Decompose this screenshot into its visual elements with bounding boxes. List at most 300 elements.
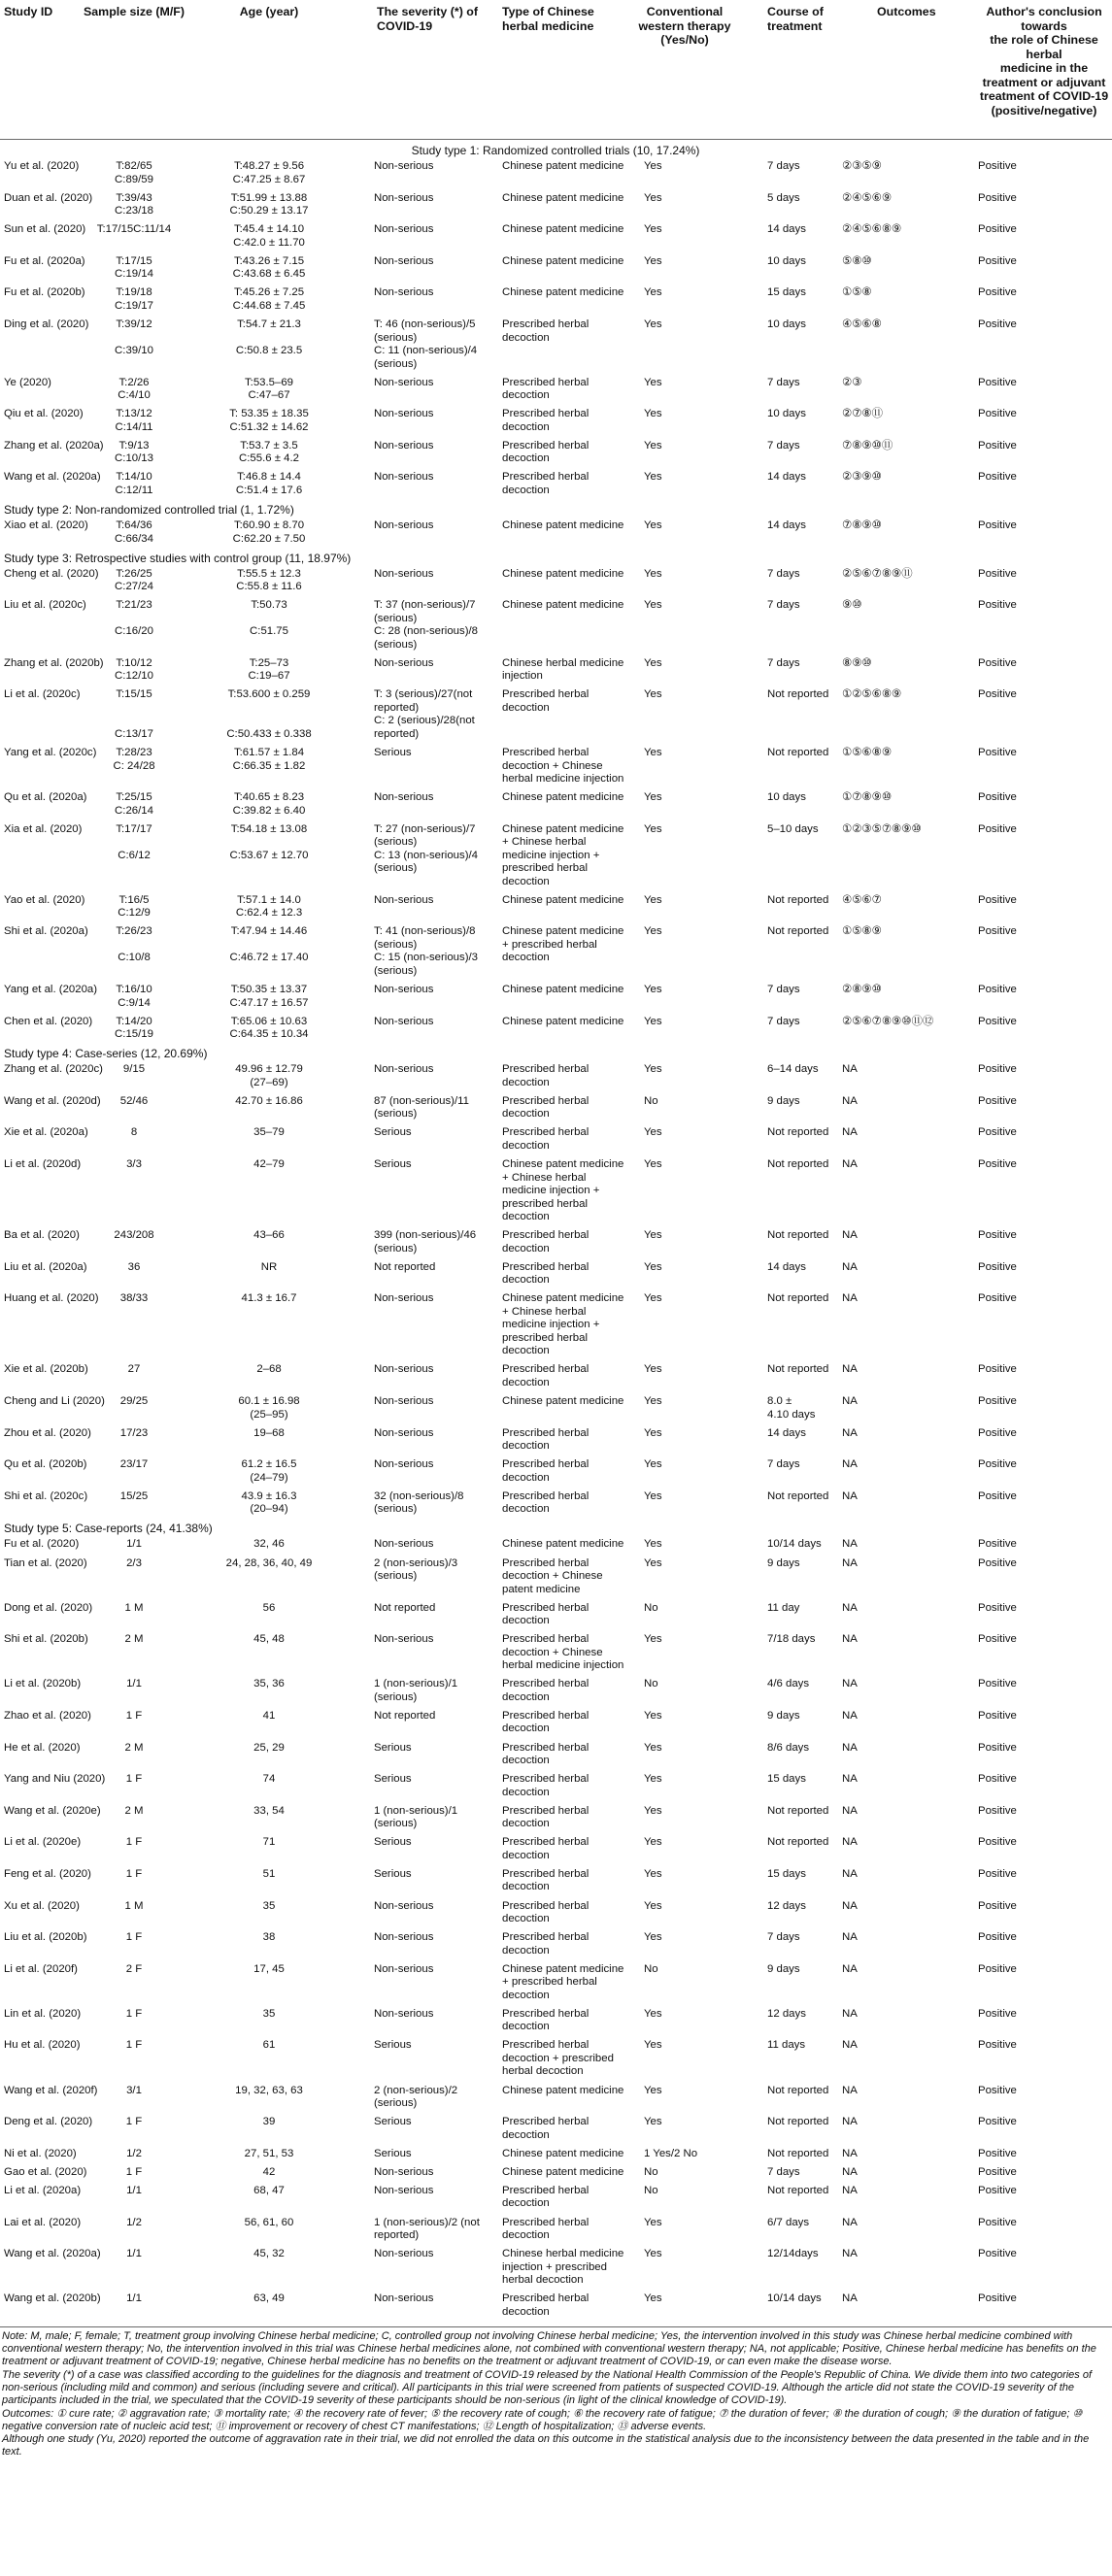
cell-type: decoction bbox=[502, 1989, 550, 2001]
cell-sample: 2/3 bbox=[126, 1556, 142, 1569]
cell-age: T:65.06 ± 10.63 bbox=[230, 1015, 308, 1027]
cell-course: 10 days bbox=[767, 318, 806, 330]
cell-conv: Yes bbox=[644, 318, 662, 330]
cell-severity: Non-serious bbox=[374, 656, 434, 669]
cell-course: 7 days bbox=[767, 984, 800, 995]
cell-severity: Non-serious bbox=[374, 1063, 434, 1076]
cell-study: Fu et al. (2020b) bbox=[4, 286, 85, 299]
cell-outcomes: NA bbox=[842, 1063, 858, 1076]
cell-sample: C:12/10 bbox=[115, 670, 153, 683]
cell-severity: C: 28 (non-serious)/8 bbox=[374, 625, 478, 638]
cell-type: Prescribed herbal bbox=[502, 1260, 590, 1273]
cell-severity: (serious) bbox=[374, 1570, 418, 1582]
column-header-conclusion: the role of Chinese bbox=[990, 33, 1098, 47]
cell-type: decoction bbox=[502, 1818, 550, 1830]
cell-age: T:53.600 ± 0.259 bbox=[227, 688, 311, 701]
cell-sample: 1/2 bbox=[126, 2216, 142, 2228]
cell-course: 7 days bbox=[767, 1931, 800, 1944]
column-header-conv: (Yes/No) bbox=[660, 33, 709, 47]
cell-age: 74 bbox=[262, 1773, 276, 1786]
cell-study: Shi et al. (2020a) bbox=[4, 925, 88, 938]
cell-age: C:39.82 ± 6.40 bbox=[232, 804, 306, 817]
cell-age: 56, 61, 60 bbox=[244, 2216, 294, 2228]
cell-severity: Non-serious bbox=[374, 2165, 434, 2178]
cell-type: decoction bbox=[502, 1440, 550, 1453]
cell-sample: C:4/10 bbox=[118, 389, 151, 402]
cell-type: Prescribed herbal bbox=[502, 1633, 590, 1646]
cell-conclusion: Positive bbox=[978, 2248, 1017, 2260]
cell-outcomes: NA bbox=[842, 1292, 858, 1305]
cell-severity: Non-serious bbox=[374, 376, 434, 388]
cell-course: 6/7 days bbox=[767, 2216, 810, 2228]
cell-conclusion: Positive bbox=[978, 1538, 1017, 1551]
cell-sample: C:9/14 bbox=[118, 996, 151, 1009]
cell-severity: (serious) bbox=[374, 836, 418, 849]
cell-type: decoction bbox=[502, 1786, 550, 1798]
cell-type: Prescribed herbal bbox=[502, 2116, 590, 2128]
cell-conv: Yes bbox=[644, 2248, 662, 2260]
cell-type: + prescribed herbal bbox=[502, 938, 597, 951]
cell-conclusion: Positive bbox=[978, 2007, 1017, 2020]
cell-age: 2–68 bbox=[256, 1363, 282, 1376]
cell-conv: Yes bbox=[644, 1538, 662, 1551]
cell-type: Chinese patent medicine bbox=[502, 254, 624, 267]
cell-conclusion: Positive bbox=[978, 1363, 1017, 1376]
cell-type: herbal medicine injection bbox=[502, 773, 624, 785]
cell-age: 61 bbox=[262, 2039, 276, 2052]
cell-age: (27–69) bbox=[250, 1076, 288, 1088]
cell-outcomes: NA bbox=[842, 2007, 858, 2020]
cell-sample: C:23/18 bbox=[115, 205, 153, 217]
cell-conclusion: Positive bbox=[978, 471, 1017, 484]
column-header-conv: western therapy bbox=[638, 18, 731, 33]
cell-severity: Non-serious bbox=[374, 191, 434, 204]
cell-type: medicine injection + bbox=[502, 1185, 600, 1196]
cell-age: 45, 32 bbox=[253, 2248, 285, 2260]
cell-outcomes: NA bbox=[842, 1126, 858, 1139]
cell-type: decoction + prescribed bbox=[502, 2052, 614, 2064]
cell-outcomes: NA bbox=[842, 2116, 858, 2128]
cell-conv: Yes bbox=[644, 1867, 662, 1880]
cell-age: 42 bbox=[262, 2165, 276, 2178]
cell-outcomes: ⑦⑧⑨⑩⑪ bbox=[842, 439, 893, 452]
cell-age: 32, 46 bbox=[253, 1538, 285, 1551]
cell-type: decoction bbox=[502, 331, 550, 344]
cell-conclusion: Positive bbox=[978, 2084, 1017, 2096]
cell-sample: C:12/11 bbox=[115, 484, 153, 496]
cell-outcomes: NA bbox=[842, 1363, 858, 1376]
cell-severity: Non-serious bbox=[374, 254, 434, 267]
cell-outcomes: NA bbox=[842, 2292, 858, 2305]
cell-outcomes: NA bbox=[842, 1931, 858, 1944]
cell-conv: Yes bbox=[644, 822, 662, 835]
cell-conv: Yes bbox=[644, 1292, 662, 1305]
cell-age: 24, 28, 36, 40, 49 bbox=[225, 1556, 313, 1569]
cell-course: 7 days bbox=[767, 599, 800, 612]
cell-sample: 1/1 bbox=[126, 2292, 142, 2305]
cell-conv: No bbox=[644, 1678, 658, 1690]
cell-study: Li et al. (2020a) bbox=[4, 2184, 82, 2196]
cell-course: 12 days bbox=[767, 1899, 806, 1912]
cell-type: Prescribed herbal bbox=[502, 318, 590, 330]
cell-age: C:42.0 ± 11.70 bbox=[233, 236, 305, 249]
cell-outcomes: ②③ bbox=[842, 376, 862, 388]
cell-sample: T:82/65 bbox=[116, 160, 152, 172]
section-heading: Study type 5: Case-reports (24, 41.38%) bbox=[4, 1522, 213, 1536]
cell-type: decoction bbox=[502, 2305, 550, 2318]
cell-type: decoction bbox=[502, 2229, 550, 2241]
cell-course: 10 days bbox=[767, 254, 806, 267]
cell-type: prescribed herbal bbox=[502, 1331, 589, 1344]
cell-type: Prescribed herbal bbox=[502, 1426, 590, 1439]
cell-severity: C: 2 (serious)/28(not bbox=[374, 715, 475, 727]
cell-severity: Non-serious bbox=[374, 1426, 434, 1439]
section-heading: Study type 2: Non-randomized controlled trial (1, 1.72%) bbox=[4, 503, 294, 517]
cell-severity: C: 15 (non-serious)/3 bbox=[374, 952, 478, 964]
cell-type: Prescribed herbal bbox=[502, 1804, 590, 1817]
cell-course: 14 days bbox=[767, 1426, 806, 1439]
cell-type: Chinese patent medicine bbox=[502, 1292, 624, 1305]
cell-severity: Non-serious bbox=[374, 1538, 434, 1551]
cell-age: C:51.75 bbox=[250, 625, 288, 638]
cell-conclusion: Positive bbox=[978, 688, 1017, 701]
cell-outcomes: NA bbox=[842, 1804, 858, 1817]
column-header-conclusion: treatment or adjuvant bbox=[982, 75, 1106, 89]
cell-conv: Yes bbox=[644, 2084, 662, 2096]
cell-sample: 2 M bbox=[124, 1804, 144, 1817]
cell-outcomes: NA bbox=[842, 1538, 858, 1551]
column-header-conclusion: towards bbox=[1021, 18, 1067, 33]
cell-course: 5–10 days bbox=[767, 822, 819, 835]
cell-sample: T:26/25 bbox=[116, 567, 152, 580]
cell-conv: Yes bbox=[644, 286, 662, 299]
cell-sample: T:16/10 bbox=[116, 984, 152, 995]
cell-age: C:50.8 ± 23.5 bbox=[235, 345, 303, 356]
cell-course: Not reported bbox=[767, 893, 829, 906]
cell-type: decoction bbox=[502, 1723, 550, 1735]
cell-study: Wang et al. (2020b) bbox=[4, 2292, 101, 2305]
cell-sample: T:64/36 bbox=[116, 519, 152, 531]
cell-type: Chinese patent medicine bbox=[502, 984, 624, 995]
column-header-conv: Conventional bbox=[646, 5, 724, 18]
cell-course: 12/14days bbox=[767, 2248, 819, 2260]
cell-age: 42–79 bbox=[253, 1158, 285, 1170]
cell-course: Not reported bbox=[767, 1229, 829, 1242]
cell-study: Zhou et al. (2020) bbox=[4, 1426, 91, 1439]
cell-conv: Yes bbox=[644, 1773, 662, 1786]
cell-course: 10 days bbox=[767, 791, 806, 804]
cell-severity: Non-serious bbox=[374, 223, 434, 236]
cell-severity: 2 (non-serious)/2 bbox=[374, 2084, 458, 2096]
column-header-course: Course of bbox=[767, 5, 824, 18]
cell-study: Li et al. (2020c) bbox=[4, 688, 81, 701]
cell-study: Yang et al. (2020a) bbox=[4, 984, 98, 995]
cell-course: 9 days bbox=[767, 1556, 800, 1569]
cell-conclusion: Positive bbox=[978, 2216, 1017, 2228]
cell-severity: Non-serious bbox=[374, 160, 434, 172]
cell-age: C:47.17 ± 16.57 bbox=[229, 996, 309, 1009]
cell-severity: Non-serious bbox=[374, 791, 434, 804]
cell-type: Prescribed herbal bbox=[502, 1094, 590, 1107]
cell-course: Not reported bbox=[767, 747, 829, 758]
cell-course: 14 days bbox=[767, 471, 806, 484]
cell-severity: Non-serious bbox=[374, 471, 434, 484]
cell-study: Zhao et al. (2020) bbox=[4, 1709, 91, 1722]
cell-sample: 1 F bbox=[125, 1931, 143, 1944]
cell-study: Chen et al. (2020) bbox=[4, 1015, 93, 1027]
cell-age: 71 bbox=[262, 1836, 276, 1849]
cell-severity: Non-serious bbox=[374, 1458, 434, 1471]
cell-course: 6–14 days bbox=[767, 1063, 819, 1076]
cell-type: Chinese patent medicine bbox=[502, 822, 624, 835]
cell-type: injection bbox=[502, 670, 543, 683]
cell-severity: Non-serious bbox=[374, 984, 434, 995]
cell-age: T:40.65 ± 8.23 bbox=[233, 791, 305, 804]
cell-course: 7 days bbox=[767, 160, 800, 172]
cell-age: 63, 49 bbox=[253, 2292, 285, 2305]
cell-conclusion: Positive bbox=[978, 893, 1017, 906]
cell-conclusion: Positive bbox=[978, 2184, 1017, 2196]
section-heading: Study type 4: Case-series (12, 20.69%) bbox=[4, 1047, 208, 1061]
cell-course: 14 days bbox=[767, 519, 806, 531]
cell-sample: C:15/19 bbox=[115, 1028, 153, 1041]
cell-conv: Yes bbox=[644, 1158, 662, 1170]
cell-sample: T:26/23 bbox=[116, 925, 152, 938]
cell-age: T:46.8 ± 14.4 bbox=[237, 471, 301, 484]
cell-conv: No bbox=[644, 1601, 658, 1614]
cell-conclusion: Positive bbox=[978, 191, 1017, 204]
cell-severity: (serious) bbox=[374, 1108, 418, 1121]
cell-age: (25–95) bbox=[250, 1408, 288, 1421]
cell-outcomes: ①⑤⑥⑧⑨ bbox=[842, 747, 893, 758]
cell-course: Not reported bbox=[767, 1158, 829, 1170]
cell-study: Xia et al. (2020) bbox=[4, 822, 83, 835]
cell-course: 11 days bbox=[767, 2039, 806, 2052]
cell-study: Shi et al. (2020b) bbox=[4, 1633, 88, 1646]
cell-severity: reported) bbox=[374, 727, 420, 740]
cell-study: Yang and Niu (2020) bbox=[4, 1773, 106, 1786]
cell-conclusion: Positive bbox=[978, 160, 1017, 172]
cell-conv: Yes bbox=[644, 1458, 662, 1471]
cell-type: decoction + Chinese bbox=[502, 1570, 603, 1582]
section-heading: Study type 1: Randomized controlled trials (10, 17.24%) bbox=[411, 144, 700, 157]
cell-outcomes: ⑨⑩ bbox=[842, 599, 862, 612]
cell-severity: Serious bbox=[374, 747, 412, 758]
cell-study: Fu et al. (2020) bbox=[4, 1538, 80, 1551]
cell-severity: C: 11 (non-serious)/4 bbox=[374, 345, 478, 356]
cell-type: + Chinese herbal bbox=[502, 836, 587, 849]
cell-conv: Yes bbox=[644, 1931, 662, 1944]
cell-age: 45, 48 bbox=[253, 1633, 285, 1646]
cell-type: medicine injection + bbox=[502, 849, 600, 861]
cell-study: Li et al. (2020b) bbox=[4, 1678, 82, 1690]
cell-sample: 29/25 bbox=[119, 1395, 149, 1407]
cell-conv: Yes bbox=[644, 471, 662, 484]
column-header-conclusion: herbal bbox=[1026, 47, 1062, 61]
cell-course: 8/6 days bbox=[767, 1741, 810, 1754]
cell-conv: Yes bbox=[644, 254, 662, 267]
cell-sample: T:17/17 bbox=[116, 822, 152, 835]
cell-course: Not reported bbox=[767, 688, 829, 701]
cell-severity: (serious) bbox=[374, 612, 418, 624]
cell-conclusion: Positive bbox=[978, 1962, 1017, 1975]
cell-severity: Non-serious bbox=[374, 567, 434, 580]
cell-severity: C: 13 (non-serious)/4 bbox=[374, 849, 478, 861]
cell-conclusion: Positive bbox=[978, 2147, 1017, 2159]
cell-conv: Yes bbox=[644, 2116, 662, 2128]
cell-sample: T:25/15 bbox=[116, 791, 152, 804]
column-header-severity: The severity (*) of bbox=[377, 5, 478, 18]
cell-outcomes: NA bbox=[842, 1633, 858, 1646]
cell-age: C:53.67 ± 12.70 bbox=[229, 849, 309, 861]
cell-course: 10 days bbox=[767, 408, 806, 420]
cell-type: Chinese patent medicine bbox=[502, 160, 624, 172]
cell-conclusion: Positive bbox=[978, 408, 1017, 420]
cell-study: Qu et al. (2020a) bbox=[4, 791, 87, 804]
cell-course: 4.10 days bbox=[767, 1408, 816, 1421]
cell-sample: 9/15 bbox=[122, 1063, 146, 1076]
cell-conclusion: Positive bbox=[978, 1489, 1017, 1502]
cell-conv: Yes bbox=[644, 747, 662, 758]
cell-study: Zhang et al. (2020a) bbox=[4, 439, 104, 452]
cell-course: 9 days bbox=[767, 1962, 800, 1975]
cell-type: Prescribed herbal bbox=[502, 1126, 590, 1139]
cell-age: 39 bbox=[262, 2116, 276, 2128]
cell-sample: T:39/43 bbox=[116, 191, 152, 204]
cell-outcomes: NA bbox=[842, 1260, 858, 1273]
cell-age: 33, 54 bbox=[253, 1804, 285, 1817]
cell-age: T:55.5 ± 12.3 bbox=[237, 567, 301, 580]
cell-age: T:57.1 ± 14.0 bbox=[237, 893, 301, 906]
cell-severity: Non-serious bbox=[374, 1363, 434, 1376]
cell-type: Chinese patent medicine bbox=[502, 2165, 624, 2178]
cell-study: Yao et al. (2020) bbox=[4, 893, 85, 906]
cell-conv: Yes bbox=[644, 791, 662, 804]
cell-study: Wang et al. (2020d) bbox=[4, 1094, 101, 1107]
cell-age: T:60.90 ± 8.70 bbox=[233, 519, 305, 531]
cell-age: T:45.4 ± 14.10 bbox=[233, 223, 305, 236]
cell-type: decoction bbox=[502, 1139, 550, 1152]
cell-type: medicine injection + bbox=[502, 1319, 600, 1331]
cell-type: Prescribed herbal bbox=[502, 1489, 590, 1502]
cell-course: 14 days bbox=[767, 223, 806, 236]
cell-age: C:47.25 ± 8.67 bbox=[232, 173, 306, 185]
cell-conclusion: Positive bbox=[978, 822, 1017, 835]
cell-severity: Serious bbox=[374, 2116, 412, 2128]
cell-sample: 1/1 bbox=[126, 2248, 142, 2260]
cell-course: 7 days bbox=[767, 1458, 800, 1471]
cell-severity: (serious) bbox=[374, 1690, 418, 1703]
cell-severity: (serious) bbox=[374, 938, 418, 951]
cell-sample: C:6/12 bbox=[118, 849, 151, 861]
cell-study: Wang et al. (2020e) bbox=[4, 1804, 101, 1817]
cell-outcomes: ②④⑤⑥⑧⑨ bbox=[842, 223, 902, 236]
cell-outcomes: ①⑤⑧ bbox=[842, 286, 872, 299]
cell-type: Prescribed herbal bbox=[502, 1363, 590, 1376]
cell-study: Wang et al. (2020f) bbox=[4, 2084, 98, 2096]
cell-type: Prescribed herbal bbox=[502, 1556, 590, 1569]
cell-type: Prescribed herbal bbox=[502, 1931, 590, 1944]
cell-age: C:66.35 ± 1.82 bbox=[232, 759, 306, 772]
cell-sample: C:26/14 bbox=[115, 804, 153, 817]
cell-severity: (serious) bbox=[374, 638, 418, 651]
cell-study: Xie et al. (2020b) bbox=[4, 1363, 88, 1376]
cell-severity: T: 46 (non-serious)/5 bbox=[374, 318, 476, 330]
cell-type: injection + prescribed bbox=[502, 2260, 607, 2273]
cell-outcomes: NA bbox=[842, 1094, 858, 1107]
cell-type: decoction bbox=[502, 1242, 550, 1255]
cell-conclusion: Positive bbox=[978, 1867, 1017, 1880]
cell-age: T:54.18 ± 13.08 bbox=[230, 822, 308, 835]
cell-conclusion: Positive bbox=[978, 984, 1017, 995]
cell-severity: T: 3 (serious)/27(not bbox=[374, 688, 473, 701]
cell-conclusion: Positive bbox=[978, 1260, 1017, 1273]
cell-type: + Chinese herbal bbox=[502, 1171, 587, 1184]
cell-conclusion: Positive bbox=[978, 1836, 1017, 1849]
cell-type: Prescribed herbal bbox=[502, 1741, 590, 1754]
cell-type: Prescribed herbal bbox=[502, 1709, 590, 1722]
cell-age: 25, 29 bbox=[253, 1741, 285, 1754]
cell-outcomes: NA bbox=[842, 1709, 858, 1722]
column-header-type: herbal medicine bbox=[502, 18, 594, 33]
cell-conclusion: Positive bbox=[978, 1709, 1017, 1722]
cell-sample: T:16/5 bbox=[118, 893, 150, 906]
cell-conv: Yes bbox=[644, 1556, 662, 1569]
cell-age: T:53.5–69 bbox=[244, 376, 294, 388]
cell-conv: Yes bbox=[644, 1836, 662, 1849]
cell-type: prescribed herbal bbox=[502, 1197, 589, 1210]
cell-age: C:43.68 ± 6.45 bbox=[232, 268, 306, 281]
cell-sample: T:28/23 bbox=[116, 747, 152, 758]
cell-sample: 36 bbox=[127, 1260, 141, 1273]
cell-conv: Yes bbox=[644, 1015, 662, 1027]
cell-conclusion: Positive bbox=[978, 1633, 1017, 1646]
cell-conclusion: Positive bbox=[978, 223, 1017, 236]
cell-outcomes: NA bbox=[842, 2216, 858, 2228]
cell-type: prescribed herbal bbox=[502, 862, 589, 875]
cell-type: decoction bbox=[502, 2021, 550, 2033]
cell-study: Ni et al. (2020) bbox=[4, 2147, 77, 2159]
cell-study: Gao et al. (2020) bbox=[4, 2165, 87, 2178]
cell-type: Prescribed herbal bbox=[502, 2007, 590, 2020]
column-header-outcomes: Outcomes bbox=[877, 5, 936, 18]
cell-conclusion: Positive bbox=[978, 1899, 1017, 1912]
cell-sample: C:14/11 bbox=[115, 420, 153, 433]
cell-conv: Yes bbox=[644, 984, 662, 995]
cell-type: Prescribed herbal bbox=[502, 1867, 590, 1880]
cell-severity: T: 41 (non-serious)/8 bbox=[374, 925, 476, 938]
cell-course: 7/18 days bbox=[767, 1633, 816, 1646]
cell-sample: 1 F bbox=[125, 2007, 143, 2020]
cell-severity: Non-serious bbox=[374, 2184, 434, 2196]
cell-type: Prescribed herbal bbox=[502, 1678, 590, 1690]
cell-course: Not reported bbox=[767, 2116, 829, 2128]
cell-conv: Yes bbox=[644, 376, 662, 388]
footnote: Note: M, male; F, female; T, treatment group involving Chinese herbal medicine; C, controlled group not involving Chinese herbal medicine; Yes, the intervention involved in this study was Chinese herbal medicine combined with conventional western therapy; No, the intervention involved in this trial was Chinese herbal medicines alone, not combined with conventional western therapy; NA, not applicable; Positive, Chinese herbal medicine has benefits on the treatment or adjuvant treatment of COVID-19; negative, Chinese herbal medicine has no benefits on the treatment or adjuvant treatment of COVID-19, or can even make the disease worse. bbox=[2, 2329, 1096, 2368]
cell-conclusion: Positive bbox=[978, 1015, 1017, 1027]
cell-type: Chinese patent medicine bbox=[502, 1158, 624, 1170]
cell-age: 68, 47 bbox=[253, 2184, 285, 2196]
cell-outcomes: NA bbox=[842, 1867, 858, 1880]
cell-conv: Yes bbox=[644, 1426, 662, 1439]
cell-age: 38 bbox=[262, 1931, 276, 1944]
cell-severity: Non-serious bbox=[374, 519, 434, 531]
cell-conv: Yes bbox=[644, 160, 662, 172]
cell-course: Not reported bbox=[767, 2147, 829, 2159]
cell-sample: 38/33 bbox=[119, 1292, 149, 1305]
cell-age: T:47.94 ± 14.46 bbox=[230, 925, 308, 938]
cell-outcomes: NA bbox=[842, 1229, 858, 1242]
